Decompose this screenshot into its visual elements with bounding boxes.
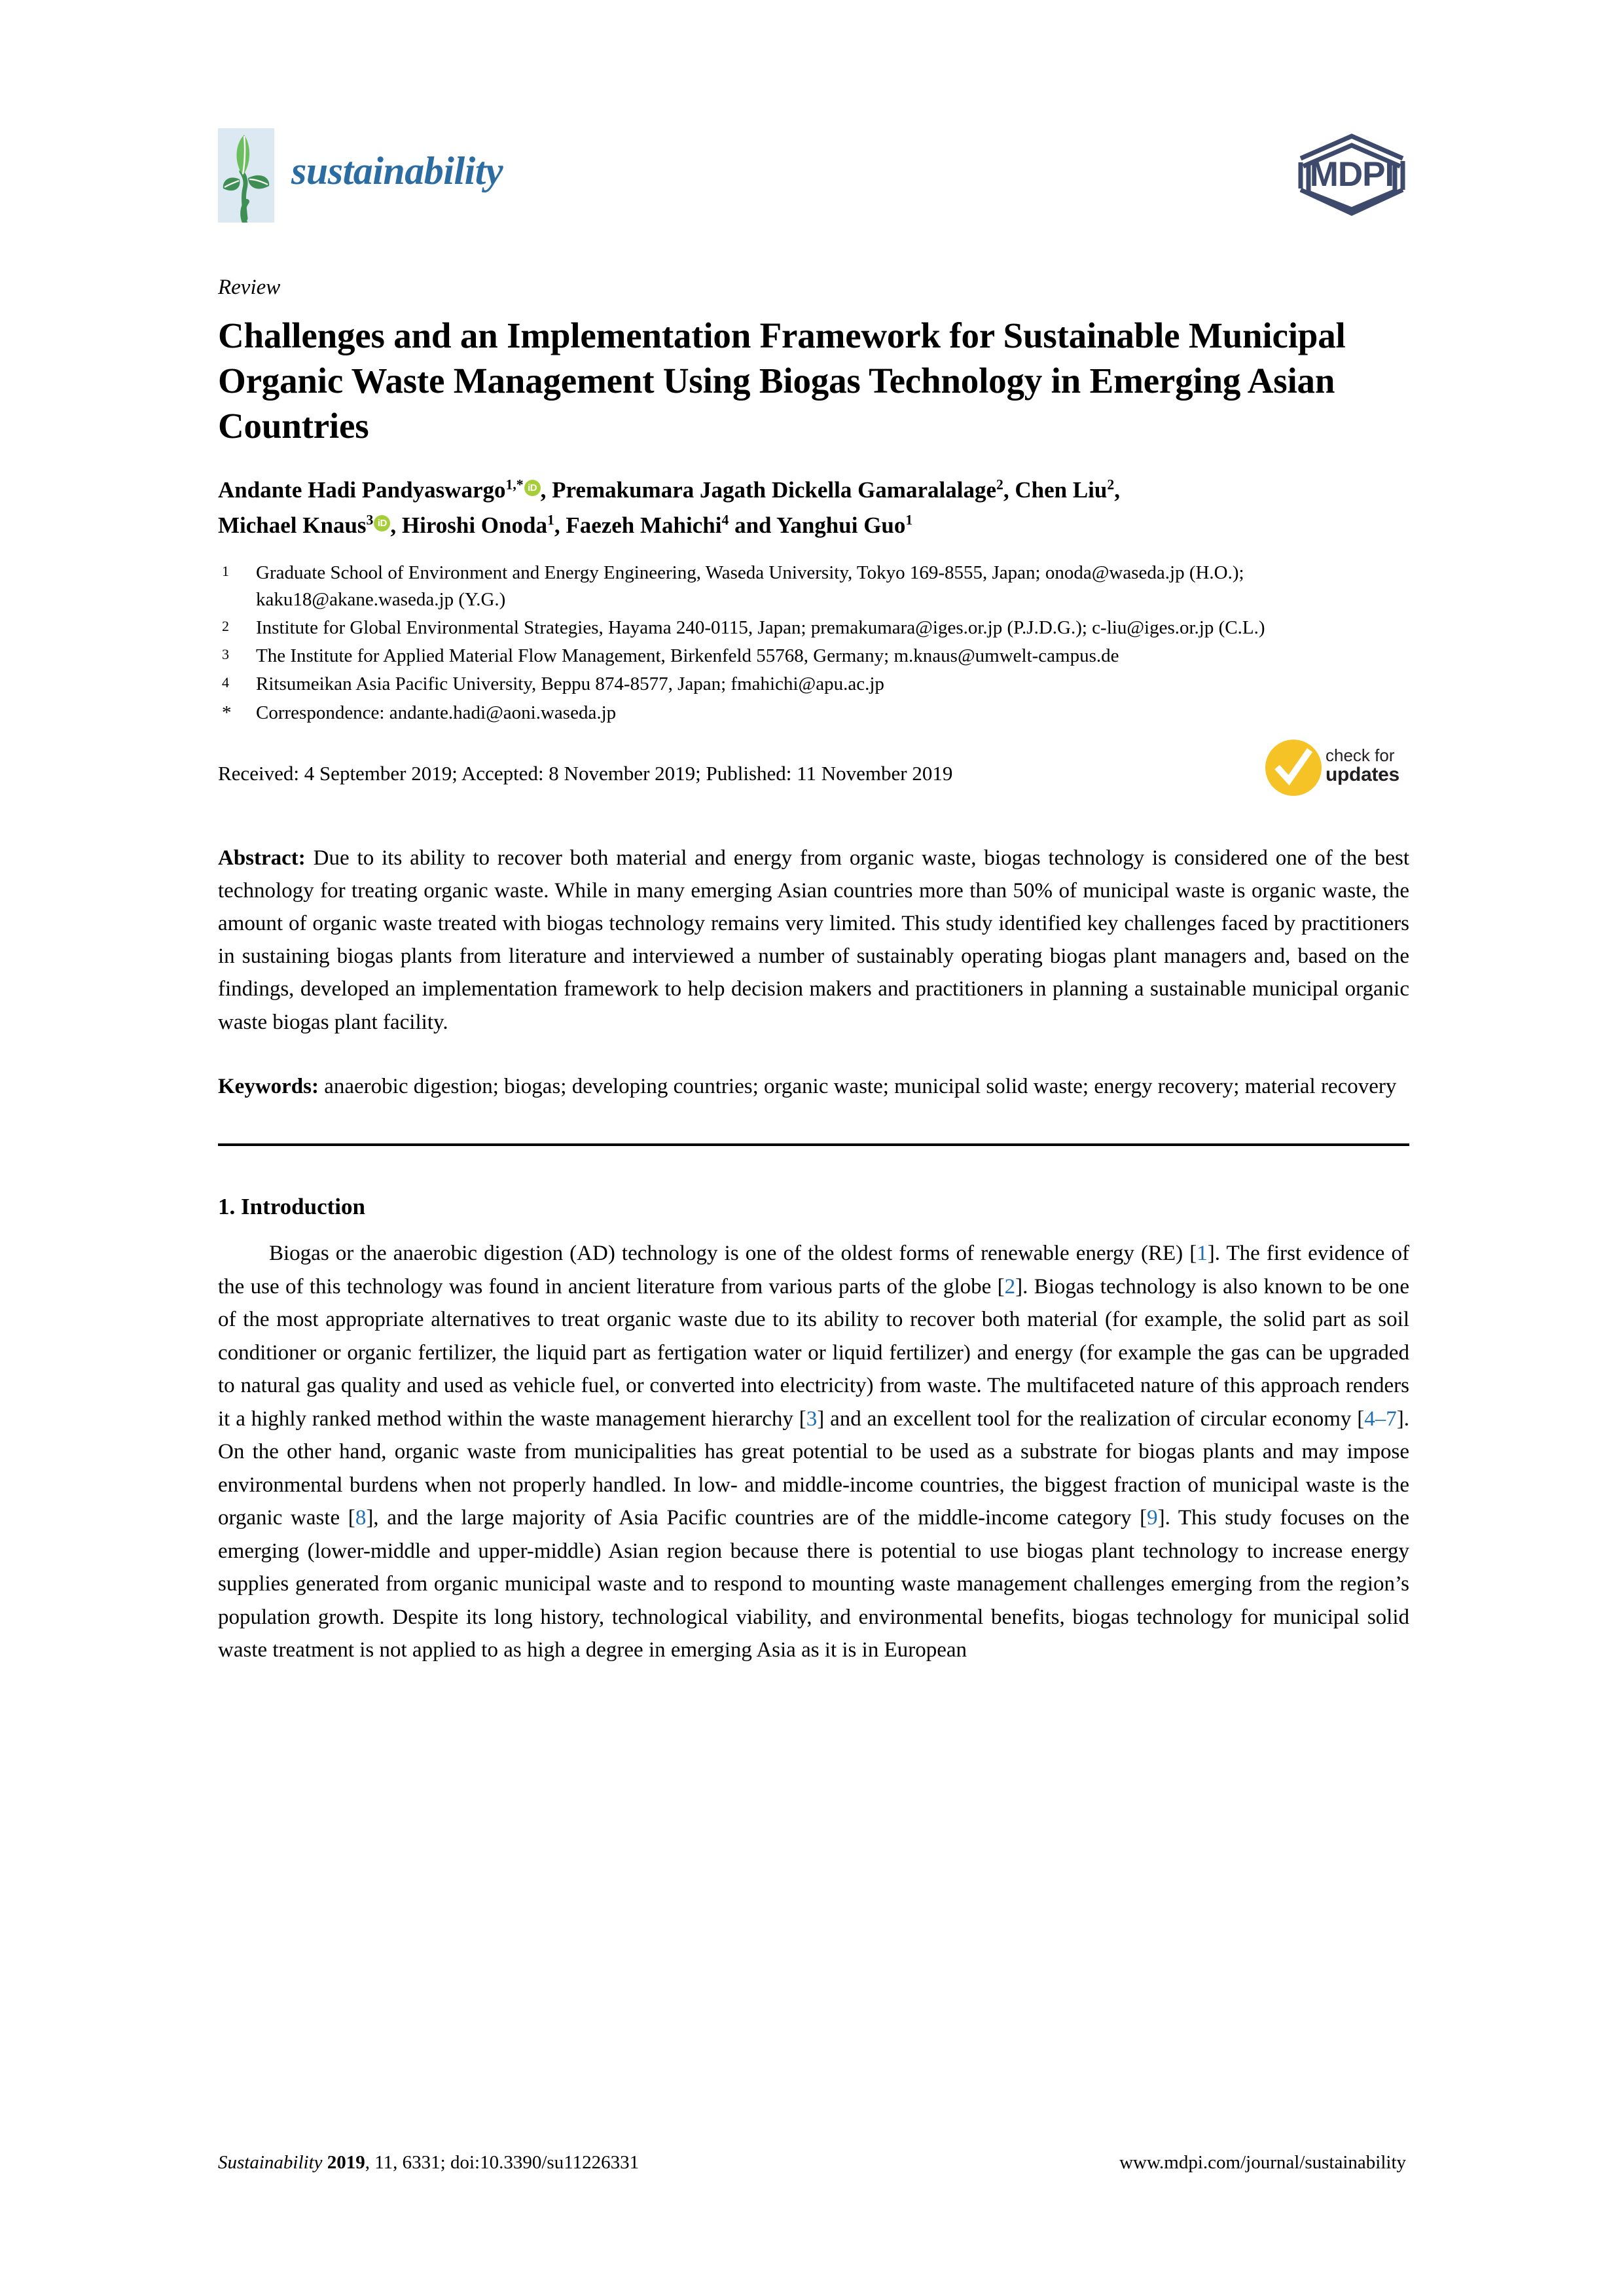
author-name: Andante Hadi Pandyaswargo [218,477,506,503]
check-circle-icon [1264,738,1323,797]
affiliation-item [218,643,1409,670]
article-type: Review [218,276,281,299]
citation-link[interactable]: 9 [1147,1506,1158,1530]
keywords-text: anaerobic digestion; biogas; developing countries; organic waste; municipal solid waste; energy recovery; material recovery [318,1074,1397,1098]
keywords-label: Keywords: [218,1074,319,1098]
affiliation-text: Graduate School of Environment and Energy Engineering, Waseda University, Tokyo 169-8555, Japan; onoda@waseda.jp (H.O.); kaku18@akane.waseda.jp (Y.G.) [256,562,1244,610]
section-heading-introduction: 1. Introduction [218,1193,365,1219]
crossmark-badge[interactable] [1264,738,1408,801]
publication-dates-row [218,745,1409,812]
citation-link[interactable]: 1 [1197,1242,1208,1266]
author-separator: , Chen Liu [1003,477,1108,503]
citation-link[interactable]: 8 [355,1506,367,1530]
journal-logo [218,128,503,223]
par-text: ]. The first evidence of the use of this technology was found in ancient literature from various parts of the globe [ [218,1242,1409,1299]
author-separator: , Hiroshi Onoda [390,512,547,538]
journal-title: sustainability [291,149,503,192]
author-name: Michael Knaus [218,512,367,538]
affiliation-item [218,560,1409,613]
affiliation-marker: * [222,702,232,723]
masthead [218,128,1409,253]
author-affil-marker: 1 [547,511,554,528]
svg-text:MDPI: MDPI [1309,155,1394,194]
author-affil-marker: 3 [366,511,374,528]
author-list [218,473,1409,542]
affiliation-item [218,671,1409,698]
orcid-icon[interactable]: iD [374,515,390,531]
footer-doi: , 11, 6331; doi:10.3390/su11226331 [365,2152,640,2173]
author-affil-marker: 1,* [505,476,524,493]
section-divider [218,1143,1409,1146]
footer-year: 2019 [322,2152,365,2173]
footer-url[interactable]: www.mdpi.com/journal/sustainability [1119,2152,1406,2173]
affiliation-text: Ritsumeikan Asia Pacific University, Beppu 874-8577, Japan; fmahichi@apu.ac.jp [256,673,884,695]
author-affil-marker: 1 [905,511,913,528]
publication-dates: Received: 4 September 2019; Accepted: 8 November 2019; Published: 11 November 2019 [218,761,953,785]
affiliation-text: Institute for Global Environmental Strategies, Hayama 240-0115, Japan; premakumara@iges.or.jp (P.J.D.G.); c-liu@iges.or.jp (C.L.) [256,617,1265,639]
correspondence-text: Correspondence: andante.hadi@aoni.waseda.jp [256,702,617,723]
affiliation-text: The Institute for Applied Material Flow Management, Birkenfeld 55768, Germany; m.knaus@umwelt-campus.de [256,645,1119,667]
crossmark-line1: check for [1326,745,1395,765]
crossmark-line2: updates [1326,763,1399,785]
orcid-icon[interactable]: iD [524,480,541,496]
author-affil-marker: 2 [996,476,1003,493]
abstract-label: Abstract: [218,846,306,870]
page-title: Challenges and an Implementation Framework for Sustainable Municipal Organic Waste Management Using Biogas Technology in Emerging Asian Countries [218,315,1346,446]
keywords [218,1070,1409,1103]
par-text: ]. On the other hand, organic waste from municipalities has great potential to be used as a substrate for biogas plants and may impose environmental burdens when not properly handled. In low- and middle-income countries, the biggest fraction of municipal waste is the organic waste [ [218,1407,1409,1530]
plant-leaf-icon [218,128,274,223]
par-text: Biogas or the anaerobic digestion (AD) technology is one of the oldest forms of renewable energy (RE) [ [269,1242,1197,1266]
author-separator: , [1114,477,1120,503]
footer-citation [218,2152,639,2174]
mdpi-hexagon-logo [1294,132,1409,217]
par-text: ]. This study focuses on the emerging (lower-middle and upper-middle) Asian region because there is potential to use biogas plant technology to increase energy supplies generated from organic municipal waste and to respond to mounting waste management challenges emerging from the region’s population growth. Despite its long history, technological viability, and environmental benefits, biogas technology for municipal solid waste treatment is not applied to as high a degree in emerging Asia as it is in European [218,1506,1410,1662]
affiliation-item [218,700,1409,726]
abstract [218,842,1409,1039]
introduction-paragraph [218,1237,1409,1666]
abstract-text: Due to its ability to recover both material and energy from organic waste, biogas technology is considered one of the best technology for treating organic waste. While in many emerging Asian countries more than 50% of municipal waste is organic waste, the amount of organic waste treated with biogas technology remains very limited. This study identified key challenges faced by practitioners in sustaining biogas plants from literature and interviewed a number of sustainably operating biogas plant managers and, based on the findings, developed an implementation framework to help decision makers and practitioners in planning a sustainable municipal organic waste biogas plant facility. [218,846,1409,1034]
affiliation-marker: 1 [222,562,229,579]
author-separator: and Yanghui Guo [729,512,906,538]
author-separator: , Faezeh Mahichi [554,512,722,538]
par-text: ]. Biogas technology is also known to be one of the most appropriate alternatives to treat organic waste due to its ability to recover both material (for example, the solid part as soil conditioner or organic fertilizer, the liquid part as fertigation water or liquid fertilizer) and energy (for example the gas can be upgraded to natural gas quality and used as vehicle fuel, or converted into electricity) from waste. The multifaceted nature of this approach renders it a highly ranked method within the waste management hierarchy [ [218,1274,1409,1431]
par-text: ] and an excellent tool for the realization of circular economy [ [817,1407,1365,1431]
page-footer [218,2152,1406,2174]
affiliation-marker: 2 [222,618,229,635]
affiliation-item [218,615,1409,641]
citation-link[interactable]: 3 [806,1407,818,1431]
author-separator: , Premakumara Jagath Dickella Gamaralalage [540,477,996,503]
par-text: ], and the large majority of Asia Pacific countries are of the middle-income category [ [366,1506,1147,1530]
citation-link[interactable]: 2 [1004,1274,1016,1299]
footer-journal-name: Sustainability [218,2152,323,2173]
author-affil-marker: 4 [721,511,729,528]
affiliation-marker: 3 [222,646,229,663]
citation-link[interactable]: 4–7 [1364,1407,1397,1431]
author-affil-marker: 2 [1107,476,1115,493]
crossmark-label [1326,746,1399,785]
affiliation-marker: 4 [222,674,229,691]
page-content [218,0,1409,1667]
affiliation-list [218,560,1409,726]
